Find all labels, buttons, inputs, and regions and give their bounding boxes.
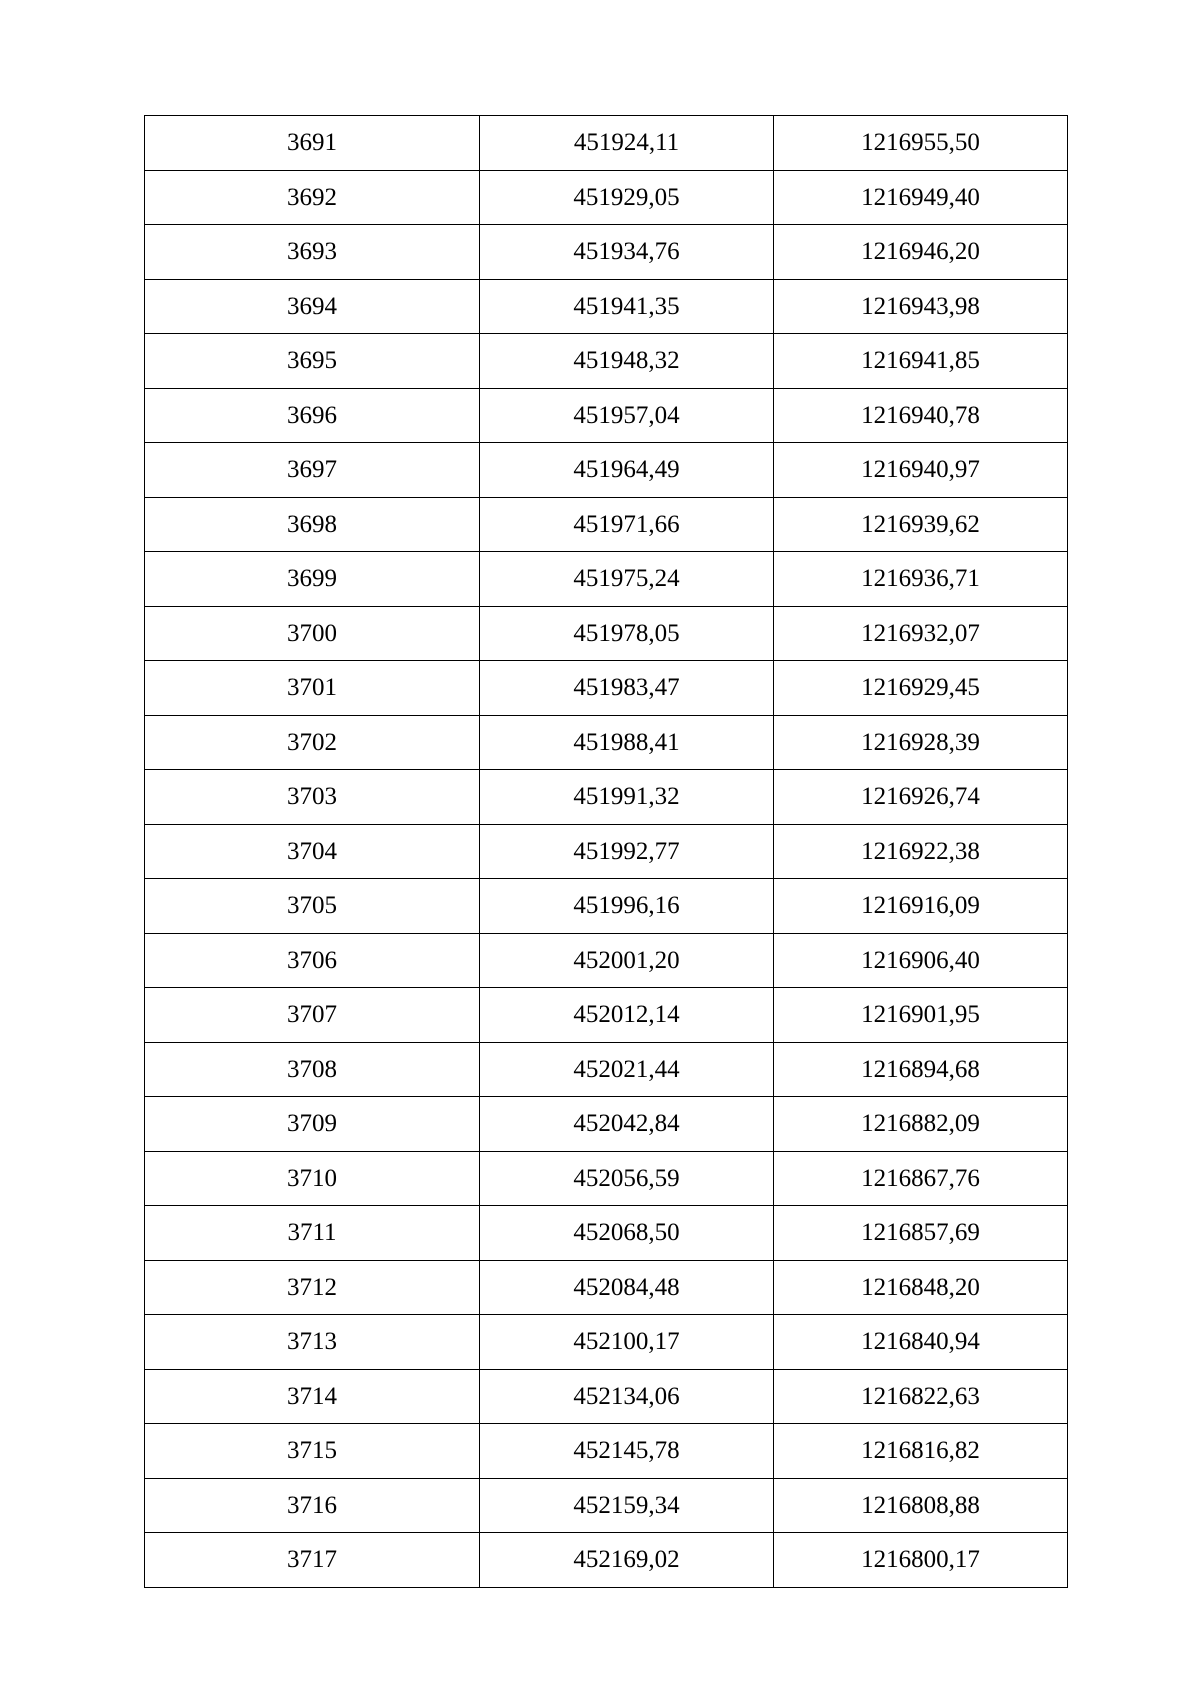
- x-coordinate-cell: 451934,76: [480, 225, 774, 280]
- x-coordinate-cell: 451983,47: [480, 661, 774, 716]
- x-coordinate-cell: 451996,16: [480, 879, 774, 934]
- point-number-cell: 3697: [145, 443, 480, 498]
- y-coordinate-cell: 1216941,85: [774, 334, 1068, 389]
- y-coordinate-cell: 1216939,62: [774, 497, 1068, 552]
- y-coordinate-cell: 1216901,95: [774, 988, 1068, 1043]
- x-coordinate-cell: 452159,34: [480, 1478, 774, 1533]
- point-number-cell: 3705: [145, 879, 480, 934]
- table-row: [145, 388, 1068, 443]
- x-coordinate-cell: 452100,17: [480, 1315, 774, 1370]
- table-row: [145, 1042, 1068, 1097]
- table-row: [145, 116, 1068, 171]
- y-coordinate-cell: 1216848,20: [774, 1260, 1068, 1315]
- point-number-cell: 3713: [145, 1315, 480, 1370]
- x-coordinate-cell: 451929,05: [480, 170, 774, 225]
- point-number-cell: 3701: [145, 661, 480, 716]
- y-coordinate-cell: 1216840,94: [774, 1315, 1068, 1370]
- x-coordinate-cell: 452042,84: [480, 1097, 774, 1152]
- point-number-cell: 3703: [145, 770, 480, 825]
- y-coordinate-cell: 1216916,09: [774, 879, 1068, 934]
- y-coordinate-cell: 1216894,68: [774, 1042, 1068, 1097]
- y-coordinate-cell: 1216926,74: [774, 770, 1068, 825]
- table-row: [145, 1151, 1068, 1206]
- coordinates-table-body: [145, 116, 1068, 1588]
- table-row: [145, 552, 1068, 607]
- table-row: [145, 279, 1068, 334]
- table-row: [145, 1315, 1068, 1370]
- table-row: [145, 334, 1068, 389]
- x-coordinate-cell: 451991,32: [480, 770, 774, 825]
- table-row: [145, 770, 1068, 825]
- point-number-cell: 3698: [145, 497, 480, 552]
- point-number-cell: 3717: [145, 1533, 480, 1588]
- table-row: [145, 225, 1068, 280]
- x-coordinate-cell: 451948,32: [480, 334, 774, 389]
- x-coordinate-cell: 451992,77: [480, 824, 774, 879]
- point-number-cell: 3702: [145, 715, 480, 770]
- table-row: [145, 661, 1068, 716]
- point-number-cell: 3710: [145, 1151, 480, 1206]
- table-row: [145, 497, 1068, 552]
- table-row: [145, 1369, 1068, 1424]
- y-coordinate-cell: 1216936,71: [774, 552, 1068, 607]
- table-row: [145, 879, 1068, 934]
- point-number-cell: 3699: [145, 552, 480, 607]
- y-coordinate-cell: 1216922,38: [774, 824, 1068, 879]
- table-row: [145, 1097, 1068, 1152]
- point-number-cell: 3692: [145, 170, 480, 225]
- x-coordinate-cell: 451988,41: [480, 715, 774, 770]
- point-number-cell: 3708: [145, 1042, 480, 1097]
- x-coordinate-cell: 452001,20: [480, 933, 774, 988]
- point-number-cell: 3691: [145, 116, 480, 171]
- y-coordinate-cell: 1216940,97: [774, 443, 1068, 498]
- table-row: [145, 933, 1068, 988]
- table-row: [145, 1478, 1068, 1533]
- x-coordinate-cell: 452145,78: [480, 1424, 774, 1479]
- point-number-cell: 3700: [145, 606, 480, 661]
- table-row: [145, 606, 1068, 661]
- x-coordinate-cell: 451941,35: [480, 279, 774, 334]
- y-coordinate-cell: 1216882,09: [774, 1097, 1068, 1152]
- point-number-cell: 3696: [145, 388, 480, 443]
- point-number-cell: 3694: [145, 279, 480, 334]
- x-coordinate-cell: 451971,66: [480, 497, 774, 552]
- table-row: [145, 170, 1068, 225]
- y-coordinate-cell: 1216940,78: [774, 388, 1068, 443]
- x-coordinate-cell: 451957,04: [480, 388, 774, 443]
- y-coordinate-cell: 1216800,17: [774, 1533, 1068, 1588]
- y-coordinate-cell: 1216943,98: [774, 279, 1068, 334]
- y-coordinate-cell: 1216955,50: [774, 116, 1068, 171]
- x-coordinate-cell: 452134,06: [480, 1369, 774, 1424]
- x-coordinate-cell: 452068,50: [480, 1206, 774, 1261]
- table-row: [145, 988, 1068, 1043]
- x-coordinate-cell: 452084,48: [480, 1260, 774, 1315]
- y-coordinate-cell: 1216949,40: [774, 170, 1068, 225]
- table-row: [145, 1206, 1068, 1261]
- table-row: [145, 824, 1068, 879]
- point-number-cell: 3693: [145, 225, 480, 280]
- table-row: [145, 1533, 1068, 1588]
- point-number-cell: 3709: [145, 1097, 480, 1152]
- point-number-cell: 3715: [145, 1424, 480, 1479]
- y-coordinate-cell: 1216929,45: [774, 661, 1068, 716]
- y-coordinate-cell: 1216816,82: [774, 1424, 1068, 1479]
- table-row: [145, 715, 1068, 770]
- y-coordinate-cell: 1216867,76: [774, 1151, 1068, 1206]
- point-number-cell: 3704: [145, 824, 480, 879]
- point-number-cell: 3712: [145, 1260, 480, 1315]
- x-coordinate-cell: 451975,24: [480, 552, 774, 607]
- x-coordinate-cell: 451924,11: [480, 116, 774, 171]
- coordinates-table: [144, 115, 1068, 1588]
- x-coordinate-cell: 452056,59: [480, 1151, 774, 1206]
- y-coordinate-cell: 1216906,40: [774, 933, 1068, 988]
- y-coordinate-cell: 1216932,07: [774, 606, 1068, 661]
- point-number-cell: 3695: [145, 334, 480, 389]
- table-row: [145, 1260, 1068, 1315]
- point-number-cell: 3706: [145, 933, 480, 988]
- table-row: [145, 443, 1068, 498]
- y-coordinate-cell: 1216857,69: [774, 1206, 1068, 1261]
- y-coordinate-cell: 1216808,88: [774, 1478, 1068, 1533]
- x-coordinate-cell: 452169,02: [480, 1533, 774, 1588]
- point-number-cell: 3707: [145, 988, 480, 1043]
- point-number-cell: 3714: [145, 1369, 480, 1424]
- x-coordinate-cell: 452021,44: [480, 1042, 774, 1097]
- x-coordinate-cell: 451978,05: [480, 606, 774, 661]
- x-coordinate-cell: 451964,49: [480, 443, 774, 498]
- y-coordinate-cell: 1216822,63: [774, 1369, 1068, 1424]
- point-number-cell: 3716: [145, 1478, 480, 1533]
- x-coordinate-cell: 452012,14: [480, 988, 774, 1043]
- y-coordinate-cell: 1216928,39: [774, 715, 1068, 770]
- point-number-cell: 3711: [145, 1206, 480, 1261]
- table-row: [145, 1424, 1068, 1479]
- y-coordinate-cell: 1216946,20: [774, 225, 1068, 280]
